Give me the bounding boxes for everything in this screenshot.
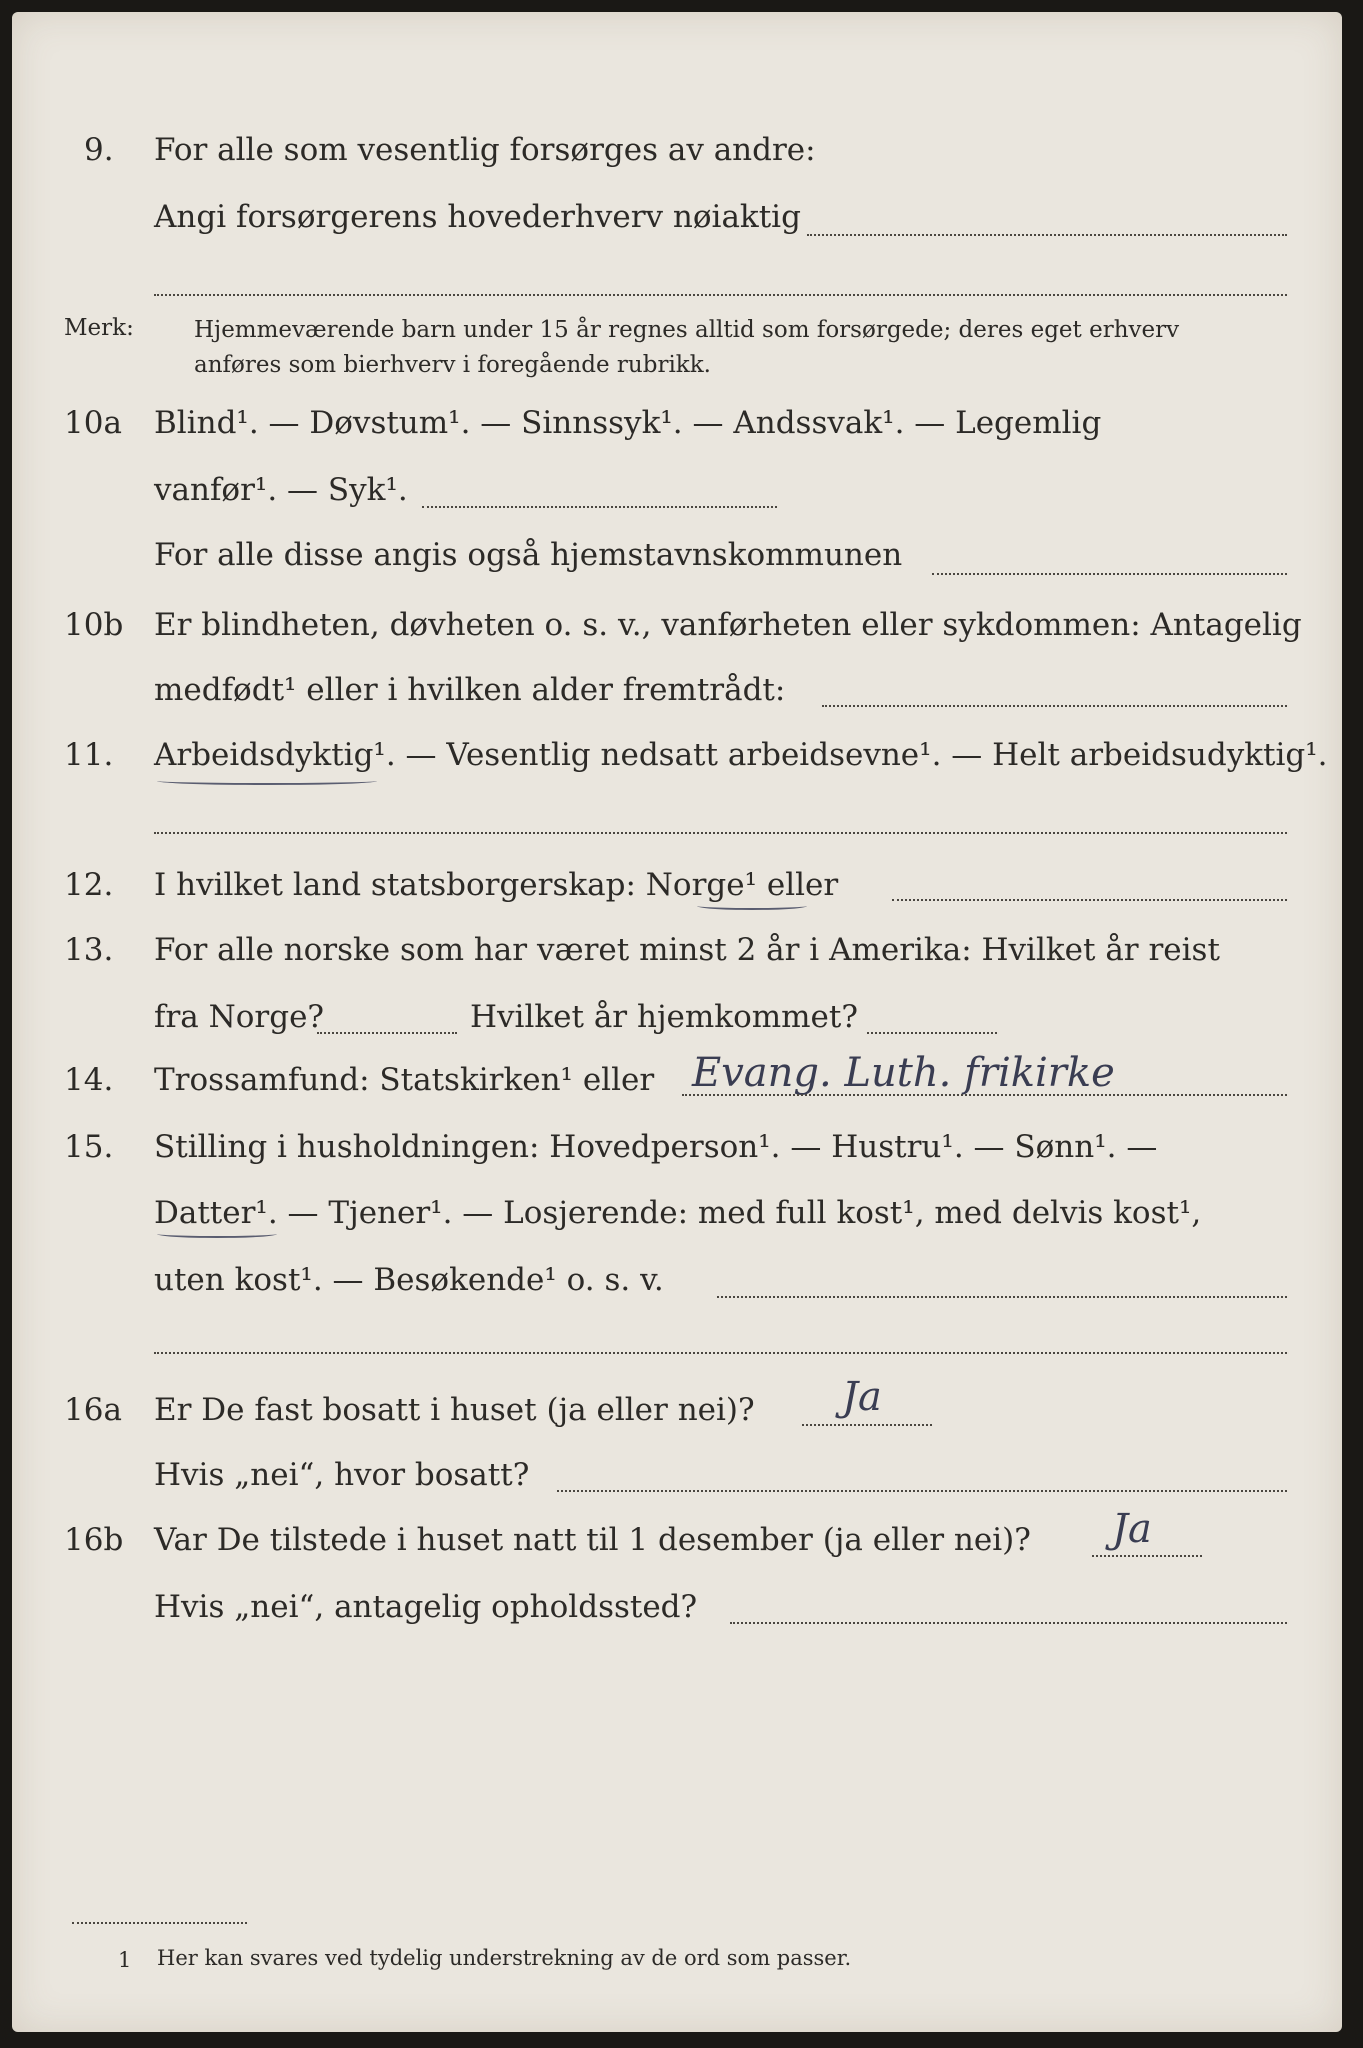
q14-answer-line[interactable] <box>682 1094 1287 1096</box>
q13-line1: For alle norske som har været minst 2 år i Amerika: Hvilket år reist <box>154 932 1220 968</box>
q16a-line2: Hvis „nei“, hvor bosatt? <box>154 1457 530 1493</box>
q15-blank-line[interactable] <box>154 1352 1287 1354</box>
q16b-handwritten-answer[interactable]: Ja <box>1112 1506 1152 1552</box>
q10b-line2: medfødt¹ eller i hvilken alder fremtrådt: <box>154 672 786 708</box>
q14-handwritten-answer[interactable]: Evang. Luth. frikirke <box>692 1050 1115 1096</box>
footnote-text: Her kan svares ved tydelig understrekning av de ord som passer. <box>157 1946 852 1970</box>
q9-answer-line[interactable] <box>807 234 1287 236</box>
footnote-mark: 1 <box>118 1948 132 1972</box>
q12-number: 12. <box>64 867 114 903</box>
q10a-line1: Blind¹. — Døvstum¹. — Sinnssyk¹. — Andssvak¹. — Legemlig <box>154 405 1102 441</box>
q16a-number: 16a <box>64 1392 122 1428</box>
footnote-rule <box>72 1922 247 1924</box>
q14-line1: Trossamfund: Statskirken¹ eller <box>154 1062 655 1098</box>
q10a-syk-line[interactable] <box>422 506 777 508</box>
q10a-answer-line[interactable] <box>932 573 1287 575</box>
q16b-line2: Hvis „nei“, antagelig opholdssted? <box>154 1589 698 1625</box>
q12-answer-line[interactable] <box>892 899 1287 901</box>
q15-handwritten-underline <box>157 1230 277 1238</box>
q15-answer-line[interactable] <box>717 1296 1287 1298</box>
q10b-line1: Er blindheten, døvheten o. s. v., vanførheten eller sykdommen: Antagelig <box>154 607 1302 643</box>
q10b-answer-line[interactable] <box>822 705 1287 707</box>
q10a-number: 10a <box>64 405 122 441</box>
q16a-answer-line[interactable] <box>802 1424 932 1426</box>
q15-line1: Stilling i husholdningen: Hovedperson¹. — Hustru¹. — Sønn¹. — <box>154 1129 1158 1165</box>
q16a-line1: Er De fast bosatt i huset (ja eller nei)? <box>154 1392 755 1428</box>
q16b-answer-line[interactable] <box>1092 1555 1202 1557</box>
merk-label: Merk: <box>64 315 134 341</box>
q13-line2a: fra Norge? <box>154 999 325 1035</box>
q13-hjemkommet-line[interactable] <box>867 1032 997 1034</box>
census-form-page <box>12 12 1342 2032</box>
q11-handwritten-underline <box>157 777 377 785</box>
q11-line1: Arbeidsdyktig¹. — Vesentlig nedsatt arbeidsevne¹. — Helt arbeidsudyktig¹. <box>154 737 1328 773</box>
q16b-opholdssted-line[interactable] <box>730 1622 1287 1624</box>
q9-blank-line[interactable] <box>154 294 1287 296</box>
q14-number: 14. <box>64 1062 114 1098</box>
q13-reist-line[interactable] <box>317 1032 457 1034</box>
q10a-line2: vanfør¹. — Syk¹. <box>154 472 408 508</box>
q16b-number: 16b <box>64 1522 124 1558</box>
merk-line1: Hjemmeværende barn under 15 år regnes alltid som forsørgede; deres eget erhverv <box>194 317 1180 343</box>
q9-line1: For alle som vesentlig forsørges av andre: <box>154 132 816 168</box>
merk-line2: anføres som bierhverv i foregående rubrikk. <box>194 352 711 378</box>
q16a-handwritten-answer[interactable]: Ja <box>842 1374 882 1420</box>
q11-number: 11. <box>64 737 114 773</box>
q13-number: 13. <box>64 932 114 968</box>
q15-number: 15. <box>64 1129 114 1165</box>
q15-line2: Datter¹. — Tjener¹. — Losjerende: med full kost¹, med delvis kost¹, <box>154 1195 1202 1231</box>
q16a-bosatt-line[interactable] <box>557 1490 1287 1492</box>
q9-number: 9. <box>84 132 114 168</box>
q10a-line3: For alle disse angis også hjemstavnskommunen <box>154 537 903 573</box>
q11-blank-line[interactable] <box>154 832 1287 834</box>
q12-handwritten-underline <box>697 902 807 910</box>
q16b-line1: Var De tilstede i huset natt til 1 desember (ja eller nei)? <box>154 1522 1031 1558</box>
q12-line1: I hvilket land statsborgerskap: Norge¹ eller <box>154 867 839 903</box>
q15-line3: uten kost¹. — Besøkende¹ o. s. v. <box>154 1262 664 1298</box>
q13-line2b: Hvilket år hjemkommet? <box>470 999 858 1035</box>
q10b-number: 10b <box>64 607 124 643</box>
q9-line2: Angi forsørgerens hovederhverv nøiaktig <box>154 199 801 235</box>
